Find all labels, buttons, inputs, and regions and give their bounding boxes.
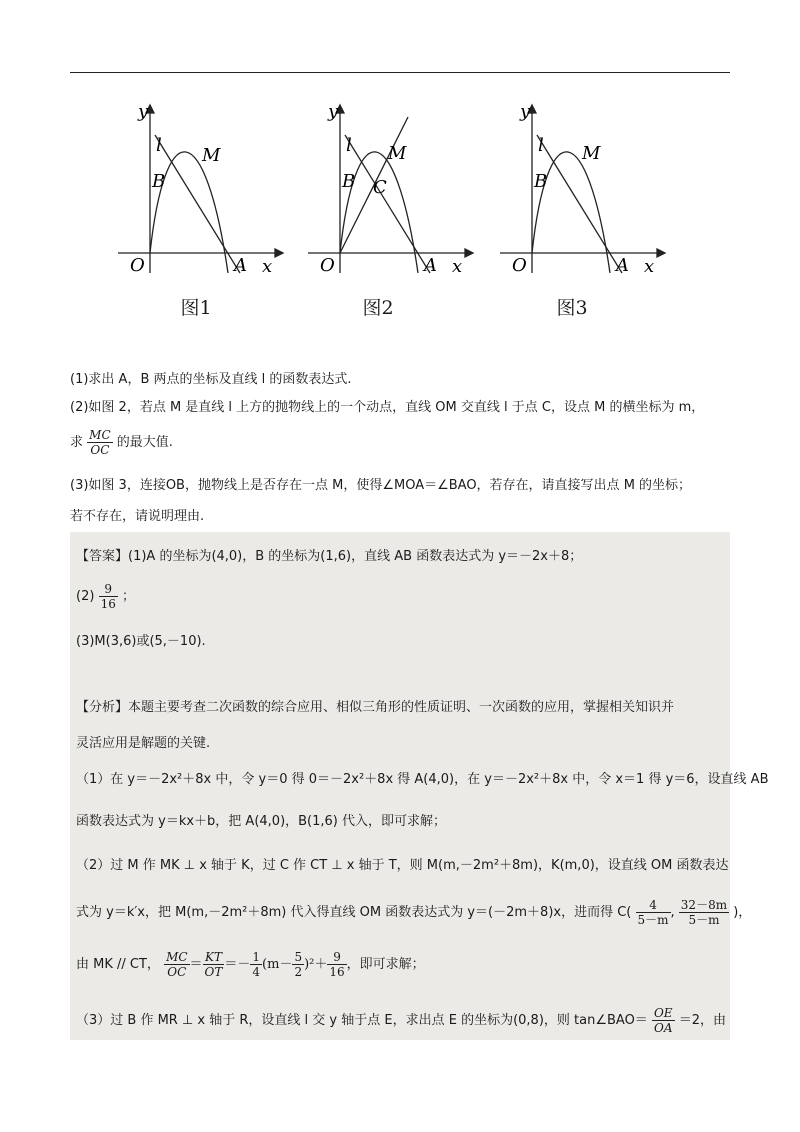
step-2-c-y-fraction bbox=[679, 898, 729, 927]
step-1-line-1: （1）在 y＝－2x²＋8x 中，令 y＝0 得 0＝－2x²＋8x 得 A(4,0)，在 y＝－2x²＋8x 中，令 x＝1 得 y＝6，设直线 AB bbox=[76, 772, 769, 787]
fig3-y-label: y bbox=[520, 101, 531, 122]
figure-2 bbox=[300, 95, 480, 285]
figure-1 bbox=[110, 95, 290, 285]
fig2-a-label: A bbox=[424, 255, 437, 276]
step-2-c-x-fraction bbox=[636, 898, 671, 927]
step-2-five-halves-den: 2 bbox=[294, 965, 303, 979]
step-2-ratio-kt-ot bbox=[203, 950, 225, 979]
question-1: (1)求出 A，B 两点的坐标及直线 l 的函数表达式. bbox=[70, 372, 352, 387]
step-2-line-3-d: )²＋ bbox=[304, 957, 328, 972]
step-2-ratio-oc: OC bbox=[167, 965, 187, 979]
step-3-tan-den: OA bbox=[654, 1021, 673, 1035]
step-2-five-halves-num: 5 bbox=[294, 950, 303, 964]
fig3-l-label: l bbox=[538, 135, 544, 156]
step-2-line-3-a: 由 MK // CT， bbox=[76, 957, 160, 972]
fig3-m-label: M bbox=[582, 143, 601, 164]
step-2-ratio-mc: MC bbox=[166, 950, 188, 964]
figure-2-caption: 图2 bbox=[362, 297, 394, 319]
question-2-line-1: (2)如图 2，若点 M 是直线 l 上方的抛物线上的一个动点，直线 OM 交直线 l 于点 C，设点 M 的横坐标为 m， bbox=[70, 400, 705, 415]
step-2-quarter-num: 1 bbox=[252, 950, 261, 964]
fig2-c-label: C bbox=[373, 177, 387, 198]
fig2-b-label: B bbox=[342, 171, 356, 192]
question-2-suffix: 的最大值. bbox=[116, 435, 173, 450]
step-2-c-y-num: 32－8m bbox=[680, 898, 728, 912]
fig1-x-label: x bbox=[262, 256, 273, 277]
step-2-line-2: 式为 y＝k′x，把 M(m,－2m²＋8m) 代入得直线 OM 函数表达式为 y＝(－2m＋8)x，进而得 C( $\frac{4}{5-m}$ , $\frac{32-8m}{5-m}$ )， bbox=[76, 898, 752, 927]
step-3-line-1-b: ＝2，由 bbox=[678, 1013, 726, 1028]
answer-line-3: (3)M(3,6)或(5,－10). bbox=[76, 634, 206, 649]
step-2-nine-sixteenths bbox=[327, 950, 346, 979]
step-2-c-y-den: 5－m bbox=[688, 913, 720, 927]
answer-2-fraction-num: 9 bbox=[99, 582, 118, 597]
step-1-line-2: 函数表达式为 y＝kx＋b，把 A(4,0)，B(1,6) 代入，即可求解； bbox=[76, 814, 447, 829]
fig1-a-label: A bbox=[234, 255, 247, 276]
figures-row bbox=[0, 95, 800, 325]
analysis-line-1: 【分析】本题主要考查二次函数的综合应用、相似三角形的性质证明、一次函数的应用，掌握相关知识并 bbox=[76, 700, 675, 715]
question-2-line-2 bbox=[70, 428, 173, 457]
fig2-l-label: l bbox=[346, 135, 352, 156]
step-2-ratio-mc-oc bbox=[164, 950, 189, 979]
step-2-line-1: （2）过 M 作 MK ⊥ x 轴于 K，过 C 作 CT ⊥ x 轴于 T，则 M(m,－2m²＋8m)，K(m,0)，设直线 OM 函数表达 bbox=[76, 858, 729, 873]
step-2-ratio-ot: OT bbox=[204, 965, 223, 979]
question-3-line-2: 若不存在，请说明理由. bbox=[70, 509, 205, 524]
question-3-line-1: (3)如图 3，连接OB，抛物线上是否存在一点 M，使得∠MOA＝∠BAO，若存在，请直接写出点 M 的坐标； bbox=[70, 478, 692, 493]
step-2-ratio-kt: KT bbox=[203, 950, 225, 965]
answer-line-1: 【答案】(1)A 的坐标为(4,0)，B 的坐标为(1,6)，直线 AB 函数表达式为 y＝－2x＋8； bbox=[76, 549, 583, 564]
answer-2-fraction-den: 16 bbox=[100, 597, 116, 611]
step-2-c-x-den: 5－m bbox=[637, 913, 669, 927]
fig2-origin-label: O bbox=[320, 255, 335, 276]
step-2-nine-sixteenths-num: 9 bbox=[327, 950, 346, 965]
step-3-line-1-a: （3）过 B 作 MR ⊥ x 轴于 R，设直线 l 交 y 轴于点 E，求出点 E 的坐标为(0,8)，则 tan∠BAO＝ bbox=[76, 1013, 648, 1028]
step-2-line-3-b: ＝－ bbox=[224, 957, 251, 972]
step-2-c-x-num: 4 bbox=[636, 898, 671, 913]
question-2-fraction-den: OC bbox=[90, 443, 110, 457]
fig1-m-label: M bbox=[202, 145, 221, 166]
top-rule bbox=[70, 72, 730, 73]
figure-3-caption: 图3 bbox=[556, 297, 588, 319]
step-2-line-3: 由 MK // CT， $\frac{MC}{OC}$ ＝ $\frac{KT}{OT}$ ＝－ $\frac{1}{4}$ (m－ $\frac{5}{2}$ )²＋ $\frac{9}{16}$ ，即可求解； bbox=[76, 950, 425, 979]
step-2-line-2-a: 式为 y＝k′x，把 M(m,－2m²＋8m) 代入得直线 OM 函数表达式为 y＝(－2m＋8)x，进而得 C( bbox=[76, 905, 632, 920]
fig3-x-label: x bbox=[644, 256, 655, 277]
step-3-tan-fraction bbox=[652, 1006, 675, 1035]
figure-3 bbox=[492, 95, 672, 285]
answer-2-prefix: (2) bbox=[76, 589, 95, 604]
question-2-prefix: 求 bbox=[70, 435, 84, 450]
fig1-y-label: y bbox=[138, 101, 149, 122]
fig2-m-label: M bbox=[388, 143, 407, 164]
answer-2-suffix: ； bbox=[121, 589, 135, 604]
step-2-line-3-c: (m－ bbox=[262, 957, 293, 972]
step-2-quarter-den: 4 bbox=[252, 965, 261, 979]
step-2-line-3-e: ，即可求解； bbox=[346, 957, 425, 972]
question-2-fraction bbox=[87, 428, 112, 457]
answer-2-fraction bbox=[99, 582, 118, 611]
step-2-line-2-b: )， bbox=[733, 905, 752, 920]
fig2-y-label: y bbox=[328, 101, 339, 122]
figure-1-caption: 图1 bbox=[180, 297, 212, 319]
step-3-tan-num: OE bbox=[653, 1006, 673, 1020]
fig1-b-label: B bbox=[152, 171, 166, 192]
answer-line-2 bbox=[76, 582, 135, 611]
step-2-five-halves bbox=[292, 950, 304, 979]
fig3-origin-label: O bbox=[512, 255, 527, 276]
fig1-l-label: l bbox=[156, 135, 162, 156]
fig3-a-label: A bbox=[616, 255, 629, 276]
fig1-origin-label: O bbox=[130, 255, 145, 276]
step-2-quarter bbox=[250, 950, 262, 979]
step-2-nine-sixteenths-den: 16 bbox=[329, 965, 345, 979]
step-3-line-1 bbox=[76, 1006, 726, 1035]
fig3-b-label: B bbox=[534, 171, 548, 192]
fig2-x-label: x bbox=[452, 256, 463, 277]
question-2-fraction-num: MC bbox=[89, 428, 111, 442]
analysis-line-2: 灵活应用是解题的关键. bbox=[76, 736, 211, 751]
